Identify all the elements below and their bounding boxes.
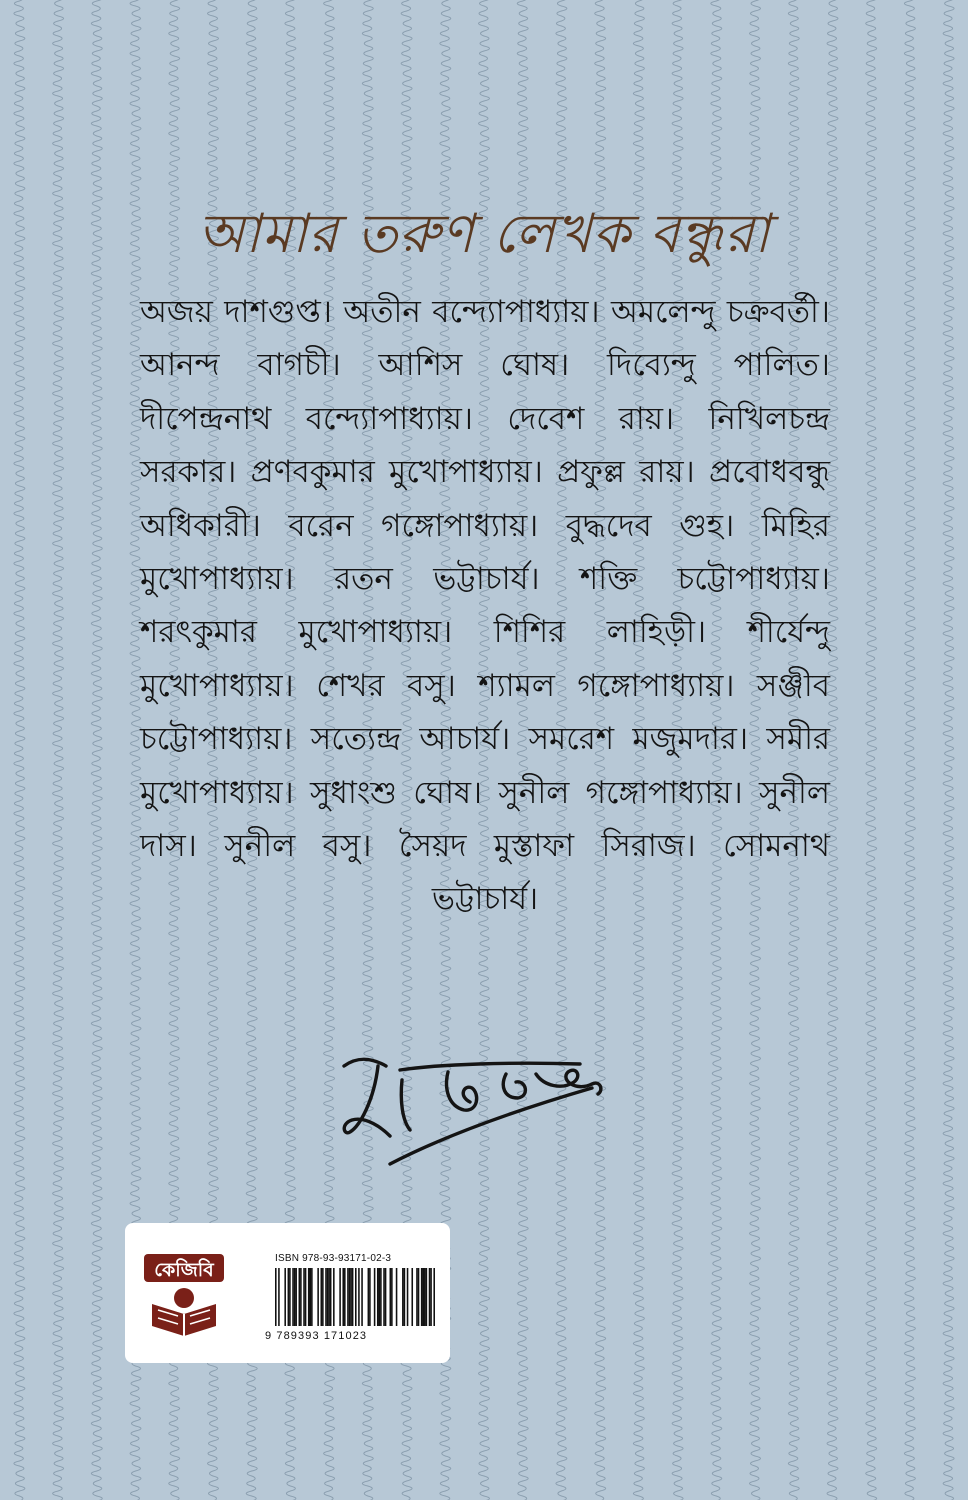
barcode — [275, 1268, 435, 1326]
barcode-bar — [404, 1268, 406, 1326]
barcode-bar — [299, 1268, 301, 1326]
author-names-list: অজয় দাশগুপ্ত। অতীন বন্দ্যোপাধ্যায়। অমলেন্দু চক্রবর্তী। আনন্দ বাগচী। আশিস ঘোষ। দিব্যেন্দু পালিত। দীপেন্দ্রনাথ বন্দ্যোপাধ্যায়। দেবেশ রায়। নিখিলচন্দ্র সরকার। প্রণবকুমার মুখোপাধ্যায়। প্রফুল্ল রায়। প্রবোধবন্ধু অধিকারী। বরেন গঙ্গোপাধ্যায়। বুদ্ধদেব গুহ। মিহির মুখোপাধ্যায়। রতন ভট্টাচার্য। শক্তি চট্টোপাধ্যায়। শরৎকুমার মুখোপাধ্যায়। শিশির লাহিড়ী। শীর্যেন্দু মুখোপাধ্যায়। শেখর বসু। শ্যামল গঙ্গোপাধ্যায়। সঞ্জীব চট্টোপাধ্যায়। সত্যেন্দ্র আচার্য। সমরেশ মজুমদার। সমীর মুখোপাধ্যায়। সুধাংশু ঘোষ। সুনীল গঙ্গোপাধ্যায়। সুনীল দাস। সুনীল বসু। সৈয়দ মুস্তাফা সিরাজ। সোমনাথ ভট্টাচার্য। — [140, 294, 830, 918]
barcode-bar — [368, 1268, 370, 1326]
barcode-bar — [311, 1268, 313, 1326]
publisher-logo-text: কেজিবি — [154, 1259, 214, 1281]
book-title: আমার তরুণ লেখক বন্ধুরা — [197, 202, 771, 265]
barcode-bar — [288, 1268, 290, 1326]
barcode-bar — [416, 1268, 418, 1326]
barcode-bar — [349, 1268, 351, 1326]
barcode-bar — [377, 1268, 379, 1326]
barcode-bar — [355, 1268, 357, 1326]
barcode-bar — [369, 1268, 371, 1326]
barcode-bar — [421, 1268, 423, 1326]
barcode-bar — [289, 1268, 291, 1326]
barcode-bar — [433, 1268, 435, 1326]
barcode-bar — [344, 1268, 346, 1326]
barcode-bar — [352, 1268, 354, 1326]
barcode-bar — [292, 1268, 294, 1326]
barcode-bar — [407, 1268, 409, 1326]
barcode-bar — [430, 1268, 432, 1326]
barcode-bar — [322, 1268, 324, 1326]
barcode-bar — [327, 1268, 329, 1326]
barcode-bar — [330, 1268, 332, 1326]
barcode-bar — [424, 1268, 426, 1326]
barcode-bar — [320, 1268, 322, 1326]
barcode-bar — [402, 1268, 404, 1326]
barcode-bar — [347, 1268, 349, 1326]
barcode-bar — [396, 1268, 398, 1326]
barcode-bar — [317, 1268, 319, 1326]
barcode-bar — [310, 1268, 312, 1326]
barcode-bar — [350, 1268, 352, 1326]
barcode-bar — [275, 1268, 277, 1326]
barcode-bar — [325, 1268, 327, 1326]
barcode-bar — [328, 1268, 330, 1326]
barcode-bar — [426, 1268, 428, 1326]
author-signature — [330, 1040, 630, 1200]
barcode-bar — [411, 1268, 413, 1326]
isbn-label — [125, 1223, 450, 1363]
barcode-bar — [418, 1268, 420, 1326]
barcode-bar — [294, 1268, 296, 1326]
barcode-bar — [295, 1268, 297, 1326]
barcode-bar — [333, 1268, 335, 1326]
barcode-bar — [391, 1268, 393, 1326]
barcode-bar — [284, 1268, 286, 1326]
barcode-bar — [303, 1268, 305, 1326]
barcode-bar — [342, 1268, 344, 1326]
barcode-bar — [361, 1268, 363, 1326]
barcode-bar — [379, 1268, 381, 1326]
barcode-bar — [422, 1268, 424, 1326]
barcode-bar — [308, 1268, 310, 1326]
barcode-bar — [374, 1268, 376, 1326]
barcode-bar — [390, 1268, 392, 1326]
barcode-bar — [380, 1268, 382, 1326]
barcode-bar — [305, 1268, 307, 1326]
barcode-bar — [385, 1268, 387, 1326]
barcode-bar — [429, 1268, 431, 1326]
isbn-number: ISBN 978-93-93171-02-3 — [275, 1253, 392, 1264]
barcode-bar — [358, 1268, 360, 1326]
barcode-bar — [278, 1268, 280, 1326]
barcode-bar — [383, 1268, 385, 1326]
barcode-bar — [339, 1268, 341, 1326]
barcode-digits: 9 789393 171023 — [265, 1330, 368, 1342]
barcode-bar — [300, 1268, 302, 1326]
publisher-logo-icon — [138, 1248, 230, 1340]
